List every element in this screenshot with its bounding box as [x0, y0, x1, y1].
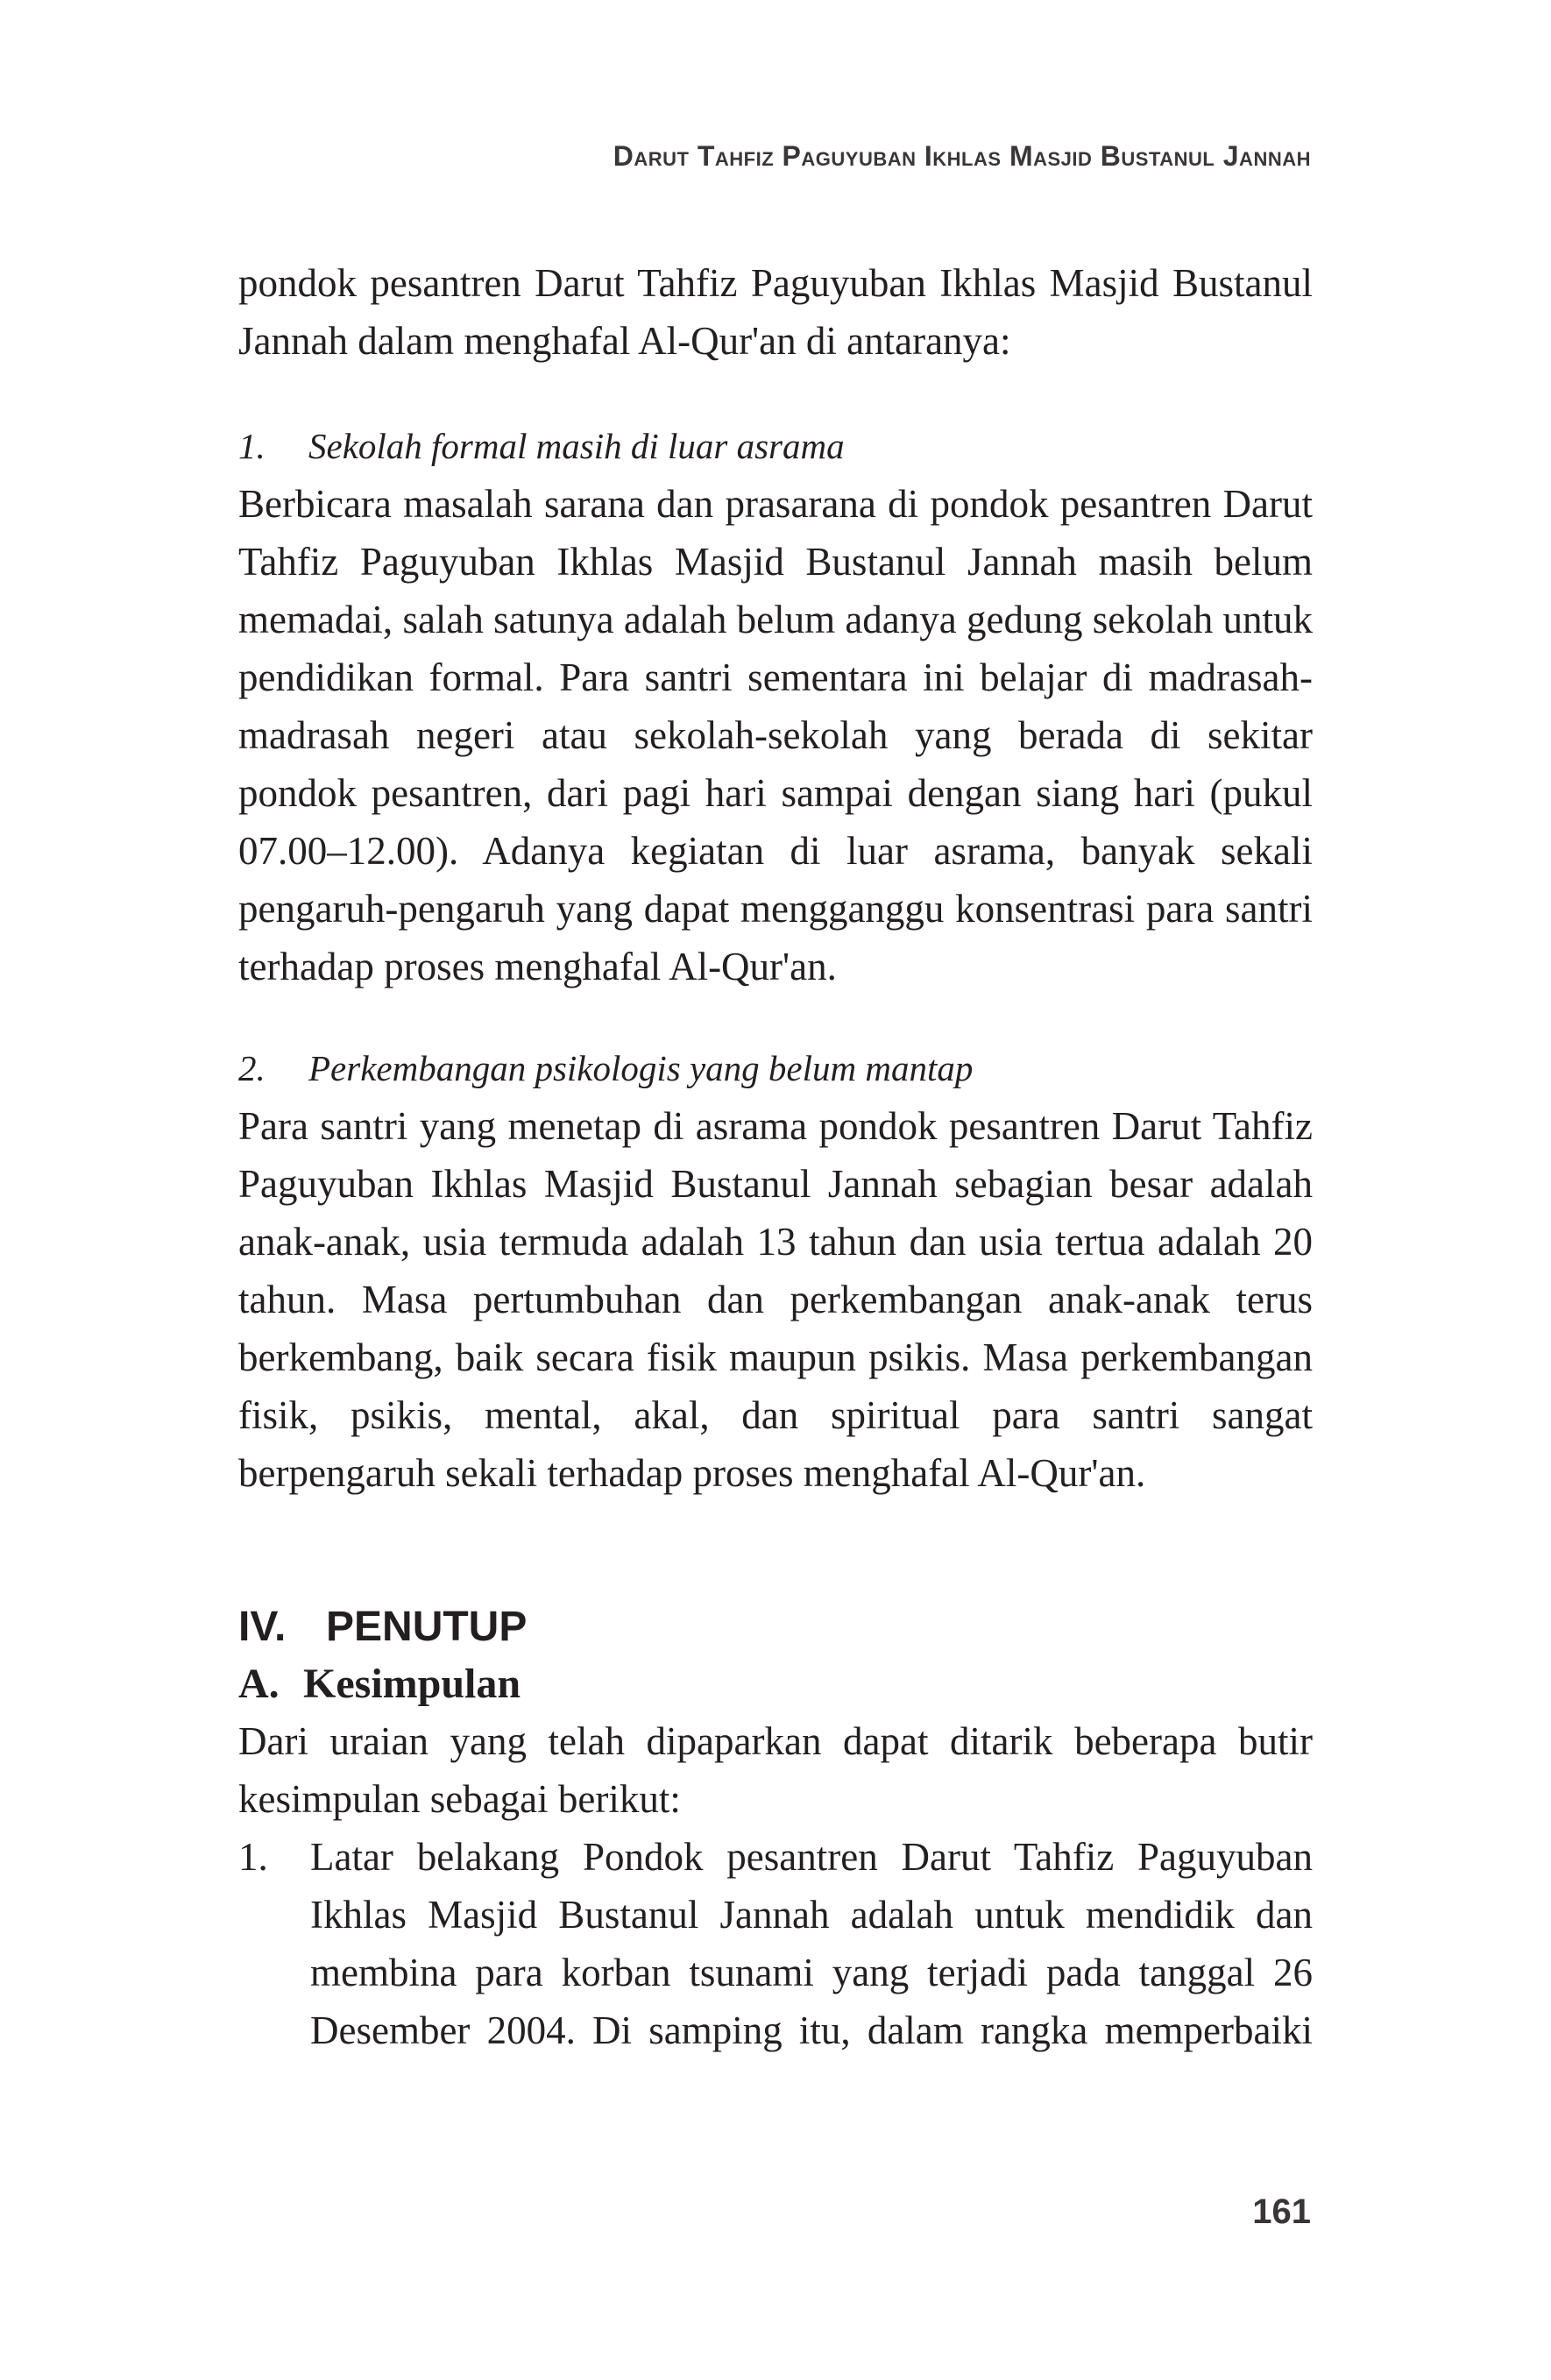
subsection-title: Kesimpulan — [303, 1661, 521, 1707]
factor-number: 1. — [238, 426, 266, 466]
factor-title: Perkembangan psikologis yang belum mantap — [308, 1048, 974, 1088]
page-content — [238, 254, 1313, 2059]
spacer — [238, 1502, 1313, 1598]
spacer — [238, 995, 1313, 1039]
running-header: Darut Tahfiz Paguyuban Ikhlas Masjid Bustanul Jannah — [613, 140, 1311, 172]
conclusion-number: 1. — [238, 1835, 268, 1879]
conclusion-text: Latar belakang Pondok pesantren Darut Tahfiz Paguyuban Ikhlas Masjid Bustanul Jannah adalah untuk mendidik dan membina para korban tsunami yang terjadi pada tanggal 26 Desember 2004. Di samping itu, dalam rangka memperbaiki — [310, 1835, 1313, 2052]
intro-paragraph: pondok pesantren Darut Tahfiz Paguyuban Ikhlas Masjid Bustanul Jannah dalam menghafal Al-Qur'an di antaranya: — [238, 261, 1313, 363]
factor-heading-2 — [238, 1039, 1313, 1097]
section-title: PENUTUP — [326, 1604, 528, 1650]
subsection-number: A. — [238, 1661, 280, 1707]
conclusion-intro: Dari uraian yang telah dipaparkan dapat ditarik beberapa butir kesimpulan sebagai berikut: — [238, 1719, 1313, 1821]
section-number: IV. — [238, 1604, 287, 1650]
factor-body-1: Berbicara masalah sarana dan prasarana di pondok pesantren Darut Tahfiz Paguyuban Ikhlas Masjid Bustanul Jannah masih belum memadai, salah satunya adalah belum adanya gedung sekolah untuk pendidikan formal. Para santri sementara ini belajar di madrasah-madrasah negeri atau sekolah-sekolah yang berada di sekitar pondok pesantren, dari pagi hari sampai dengan siang hari (pukul 07.00–12.00). Adanya kegiatan di luar asrama, banyak sekali pengaruh-pengaruh yang dapat mengganggu konsentrasi para santri terhadap proses menghafal Al-Qur'an. — [238, 482, 1313, 988]
section-heading — [238, 1598, 1313, 1656]
page-number: 161 — [1252, 2192, 1311, 2231]
factor-body-2: Para santri yang menetap di asrama pondok pesantren Darut Tahfiz Paguyuban Ikhlas Masjid Bustanul Jannah sebagian besar adalah anak-anak, usia termuda adalah 13 tahun dan usia tertua adalah 20 tahun. Masa pertumbuhan dan perkembangan anak-anak terus berkembang, baik secara fisik maupun psikis. Masa perkembangan fisik, psikis, mental, akal, dan spiritual para santri sangat berpengaruh sekali terhadap proses menghafal Al-Qur'an. — [238, 1104, 1313, 1495]
spacer — [238, 370, 1313, 417]
subsection-heading — [238, 1656, 1313, 1712]
factor-heading-1 — [238, 417, 1313, 475]
conclusion-item-1 — [238, 1828, 1313, 2059]
factor-number: 2. — [238, 1048, 266, 1088]
factor-title: Sekolah formal masih di luar asrama — [308, 426, 845, 466]
